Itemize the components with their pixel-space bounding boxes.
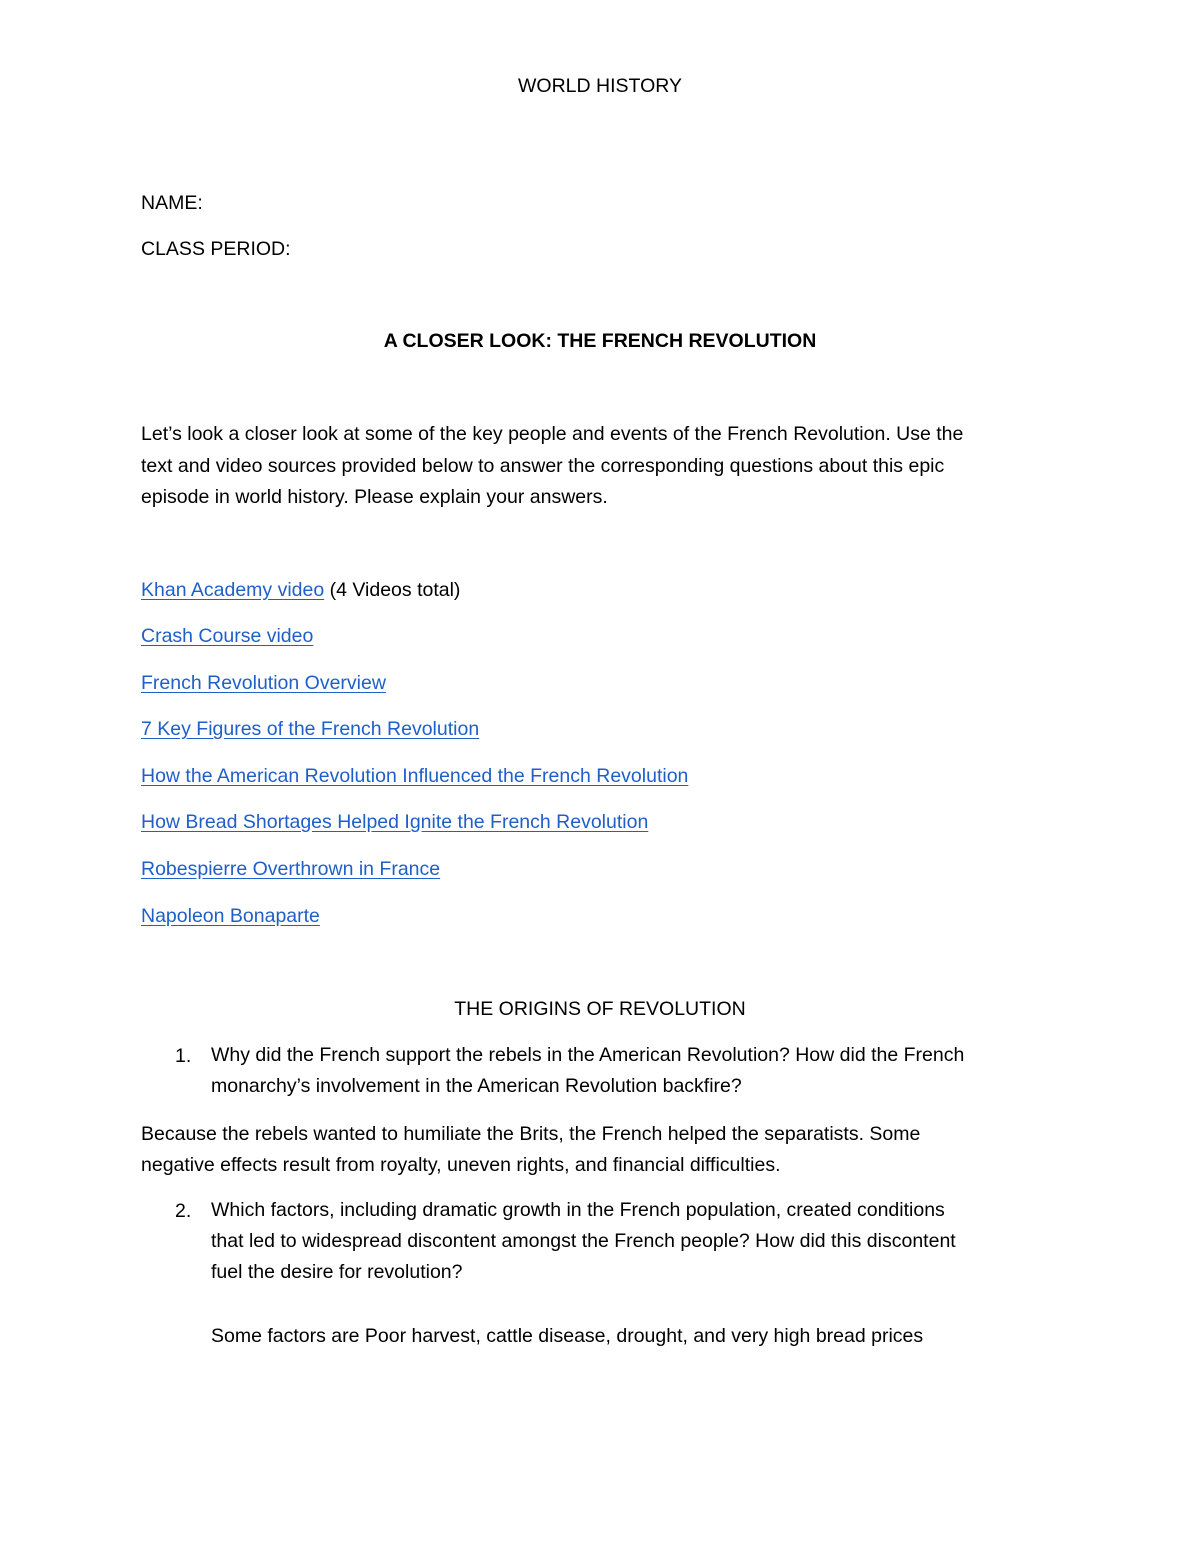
question-line: monarchy’s involvement in the American Revolution backfire?	[211, 1075, 742, 1097]
key-figures-link[interactable]: 7 Key Figures of the French Revolution	[141, 718, 480, 740]
name-label: NAME:	[141, 192, 203, 214]
intro-line: text and video sources provided below to answer the corresponding questions about this epic	[141, 455, 945, 477]
intro-line: Let’s look a closer look at some of the key people and events of the French Revolution. Use the	[141, 423, 964, 445]
question-text	[211, 1040, 964, 1102]
resource-link-item	[141, 904, 320, 928]
answer-line: negative effects result from royalty, uneven rights, and financial difficulties.	[141, 1154, 781, 1176]
videos-total-note: (4 Videos total)	[324, 579, 461, 601]
course-title: WORLD HISTORY	[518, 75, 682, 97]
resource-link-item	[141, 671, 386, 695]
question-line: Why did the French support the rebels in the American Revolution? How did the French	[211, 1044, 965, 1066]
crash-course-link[interactable]: Crash Course video	[141, 625, 314, 647]
intro-line: episode in world history. Please explain your answers.	[141, 486, 608, 508]
resource-link-item	[141, 578, 460, 602]
resource-link-item	[141, 810, 648, 834]
document-title: A CLOSER LOOK: THE FRENCH REVOLUTION	[383, 330, 817, 352]
american-revolution-influence-link[interactable]: How the American Revolution Influenced the French Revolution	[141, 765, 689, 787]
resource-link-item	[141, 717, 479, 741]
answer-2: Some factors are Poor harvest, cattle disease, drought, and very high bread prices	[211, 1325, 924, 1347]
khan-academy-link[interactable]: Khan Academy video	[141, 579, 325, 601]
resource-link-item	[141, 624, 313, 648]
answer-line: Because the rebels wanted to humiliate the Brits, the French helped the separatists. Some	[141, 1123, 921, 1145]
class-period-label: CLASS PERIOD:	[141, 238, 291, 260]
bread-shortages-link[interactable]: How Bread Shortages Helped Ignite the French Revolution	[141, 811, 649, 833]
question-number: 1.	[175, 1045, 192, 1067]
question-number: 2.	[175, 1200, 192, 1222]
robespierre-link[interactable]: Robespierre Overthrown in France	[141, 858, 441, 880]
resource-link-item	[141, 857, 440, 881]
resource-link-item	[141, 764, 688, 788]
question-line: fuel the desire for revolution?	[211, 1261, 463, 1283]
question-line: that led to widespread discontent amongst the French people? How did this discontent	[211, 1230, 956, 1252]
section-heading: THE ORIGINS OF REVOLUTION	[454, 998, 746, 1020]
question-text	[211, 1195, 956, 1288]
french-revolution-overview-link[interactable]: French Revolution Overview	[141, 672, 386, 694]
napoleon-bonaparte-link[interactable]: Napoleon Bonaparte	[141, 905, 320, 927]
question-line: Which factors, including dramatic growth in the French population, created conditions	[211, 1199, 945, 1221]
